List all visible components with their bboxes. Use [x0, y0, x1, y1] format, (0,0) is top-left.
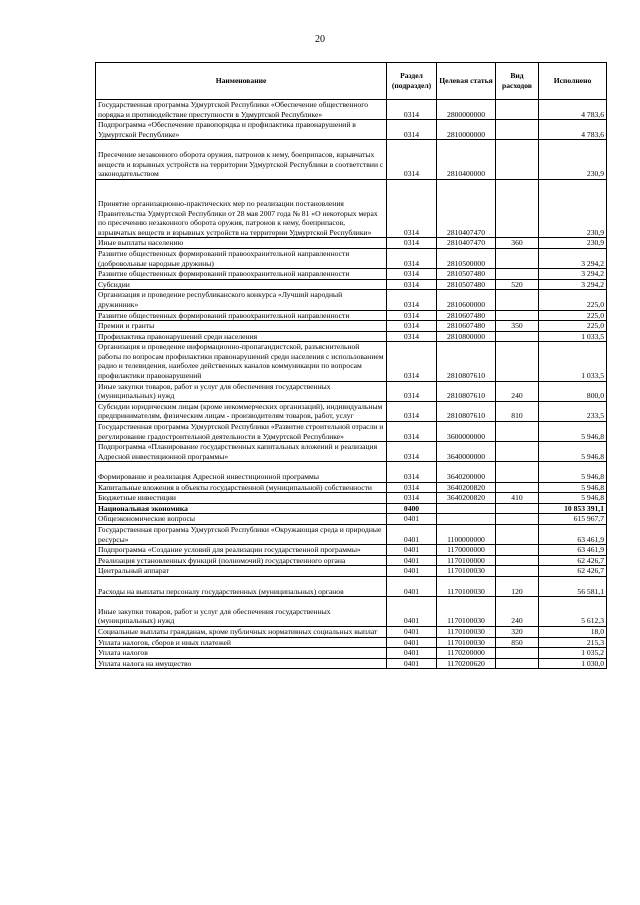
cell-article: 2810507480 [437, 279, 496, 290]
cell-name: Профилактика правонарушений среди населения [96, 331, 387, 342]
table-body [96, 100, 607, 669]
cell-amount: 10 853 391,1 [539, 503, 607, 514]
table-row [96, 493, 607, 504]
cell-amount: 5 946,8 [539, 462, 607, 482]
cell-kind [496, 248, 539, 268]
cell-section: 0401 [387, 545, 437, 556]
cell-kind [496, 179, 539, 238]
cell-article: 2810400000 [437, 140, 496, 179]
cell-article: 2810600000 [437, 290, 496, 310]
table-row [96, 100, 607, 120]
table-row [96, 482, 607, 493]
header-kind: Вид расходов [496, 63, 539, 100]
cell-kind: 240 [496, 597, 539, 627]
cell-name: Принятие организационно-практических мер по реализации постановления Правительства Удмуртской Республики от 28 мая 2007 года № 81 «О некоторых мерах по пресечению незаконного оборота оружия, патронов к нему, боеприпасов, взрывчатых веществ и взрывных устройств на территории Удмуртской Республики» [96, 179, 387, 238]
table-row [96, 290, 607, 310]
cell-amount: 62 426,7 [539, 555, 607, 566]
header-name: Наименование [96, 63, 387, 100]
cell-amount: 1 033,5 [539, 342, 607, 381]
cell-section: 0314 [387, 331, 437, 342]
cell-kind [496, 514, 539, 525]
cell-amount: 4 783,6 [539, 120, 607, 140]
cell-kind [496, 566, 539, 577]
table-row [96, 310, 607, 321]
cell-amount: 233,5 [539, 401, 607, 421]
table-row [96, 342, 607, 381]
table-row [96, 524, 607, 544]
cell-kind [496, 342, 539, 381]
table-row [96, 648, 607, 659]
cell-article: 1170100030 [437, 576, 496, 596]
cell-section: 0314 [387, 100, 437, 120]
cell-name: Подпрограмма «Создание условий для реализации государственной программы» [96, 545, 387, 556]
cell-kind [496, 269, 539, 280]
cell-name: Иные закупки товаров, работ и услуг для обеспечения государственных (муниципальных) нужд [96, 597, 387, 627]
cell-amount: 230,9 [539, 238, 607, 249]
cell-name: Уплата налогов, сборов и иных платежей [96, 637, 387, 648]
table-row [96, 269, 607, 280]
cell-section: 0314 [387, 442, 437, 462]
cell-name: Организация и проведение республиканского конкурса «Лучший народный дружинник» [96, 290, 387, 310]
cell-amount: 615 967,7 [539, 514, 607, 525]
cell-amount: 3 294,2 [539, 248, 607, 268]
table-row [96, 120, 607, 140]
cell-amount: 5 612,3 [539, 597, 607, 627]
cell-kind: 850 [496, 637, 539, 648]
cell-article [437, 503, 496, 514]
cell-section: 0401 [387, 637, 437, 648]
cell-section: 0314 [387, 482, 437, 493]
table-row [96, 179, 607, 238]
cell-amount: 215,3 [539, 637, 607, 648]
table-header-row [96, 63, 607, 100]
cell-amount: 800,0 [539, 381, 607, 401]
cell-section: 0314 [387, 290, 437, 310]
table-row [96, 566, 607, 577]
cell-name: Уплата налогов [96, 648, 387, 659]
table-row [96, 545, 607, 556]
cell-article: 1170100030 [437, 597, 496, 627]
cell-section: 0314 [387, 179, 437, 238]
cell-amount: 56 581,1 [539, 576, 607, 596]
cell-article: 2810507480 [437, 269, 496, 280]
cell-name: Подпрограмма «Обеспечение правопорядка и профилактика правонарушений в Удмуртской Республике» [96, 120, 387, 140]
table-row [96, 658, 607, 669]
cell-kind [496, 310, 539, 321]
cell-kind [496, 482, 539, 493]
cell-section: 0314 [387, 248, 437, 268]
cell-section: 0314 [387, 120, 437, 140]
cell-kind: 520 [496, 279, 539, 290]
table-row [96, 401, 607, 421]
cell-name: Бюджетные инвестиции [96, 493, 387, 504]
cell-amount: 1 035,2 [539, 648, 607, 659]
table-row [96, 555, 607, 566]
header-article: Целевая статья [437, 63, 496, 100]
cell-kind [496, 140, 539, 179]
cell-amount: 1 033,5 [539, 331, 607, 342]
cell-article: 2810807610 [437, 342, 496, 381]
cell-article: 2810807610 [437, 401, 496, 421]
cell-name: Пресечение незаконного оборота оружия, патронов к нему, боеприпасов, взрывчатых веществ и взрывных устройств на территории Удмуртской Республики в соответствии с законодательством [96, 140, 387, 179]
cell-article: 3640200000 [437, 462, 496, 482]
cell-section: 0314 [387, 462, 437, 482]
table-row [96, 279, 607, 290]
table-row [96, 248, 607, 268]
cell-kind [496, 100, 539, 120]
cell-kind [496, 290, 539, 310]
table-row [96, 442, 607, 462]
cell-name: Формирование и реализация Адресной инвестиционной программы [96, 462, 387, 482]
cell-kind: 320 [496, 626, 539, 637]
cell-amount: 1 030,0 [539, 658, 607, 669]
cell-amount: 4 783,6 [539, 100, 607, 120]
cell-name: Иные закупки товаров, работ и услуг для обеспечения государственных (муниципальных) нужд [96, 381, 387, 401]
header-amount: Исполнено [539, 63, 607, 100]
cell-section: 0314 [387, 269, 437, 280]
cell-kind [496, 648, 539, 659]
cell-article: 2800000000 [437, 100, 496, 120]
cell-name: Государственная программа Удмуртской Республики «Развитие строительной отрасли и регулирование градостроительной деятельности в Удмуртской Республике» [96, 422, 387, 442]
cell-section: 0314 [387, 342, 437, 381]
cell-name: Социальные выплаты гражданам, кроме публичных нормативных социальных выплат [96, 626, 387, 637]
cell-section: 0314 [387, 493, 437, 504]
cell-name: Организация и проведение информационно-пропагандистской, разъяснительной работы по вопросам профилактики правонарушений среди населения с использованием радио и телевидения, наиболее действенных каналов коммуникации по вопросам профилактики правонарушений [96, 342, 387, 381]
cell-section: 0314 [387, 381, 437, 401]
cell-article: 1100000000 [437, 524, 496, 544]
cell-name: Развитие общественных формирований правоохранительной направленности (добровольные народные дружины) [96, 248, 387, 268]
cell-section: 0314 [387, 238, 437, 249]
cell-amount: 5 946,8 [539, 442, 607, 462]
cell-amount: 5 946,8 [539, 422, 607, 442]
cell-kind: 350 [496, 321, 539, 332]
cell-kind: 120 [496, 576, 539, 596]
cell-name: Развитие общественных формирований правоохранительной направленности [96, 269, 387, 280]
cell-amount: 3 294,2 [539, 279, 607, 290]
cell-article: 1170000000 [437, 545, 496, 556]
cell-kind: 240 [496, 381, 539, 401]
cell-kind [496, 462, 539, 482]
cell-section: 0401 [387, 566, 437, 577]
cell-name: Общеэкономические вопросы [96, 514, 387, 525]
cell-amount: 5 946,8 [539, 482, 607, 493]
cell-kind: 360 [496, 238, 539, 249]
cell-kind: 410 [496, 493, 539, 504]
cell-amount: 5 946,8 [539, 493, 607, 504]
cell-name: Национальная экономика [96, 503, 387, 514]
cell-article: 1170200620 [437, 658, 496, 669]
cell-kind: 810 [496, 401, 539, 421]
cell-name: Центральный аппарат [96, 566, 387, 577]
cell-amount: 230,9 [539, 140, 607, 179]
cell-section: 0314 [387, 422, 437, 442]
cell-article: 3640200820 [437, 493, 496, 504]
cell-name: Премии и гранты [96, 321, 387, 332]
cell-article: 2810407470 [437, 238, 496, 249]
cell-kind [496, 658, 539, 669]
cell-article: 3640200820 [437, 482, 496, 493]
table-row [96, 238, 607, 249]
cell-name: Субсидии [96, 279, 387, 290]
cell-kind [496, 331, 539, 342]
cell-article: 1170100030 [437, 637, 496, 648]
cell-amount: 62 426,7 [539, 566, 607, 577]
cell-article: 1170100000 [437, 555, 496, 566]
cell-section: 0401 [387, 514, 437, 525]
cell-section: 0314 [387, 401, 437, 421]
table-row [96, 514, 607, 525]
cell-section: 0401 [387, 576, 437, 596]
table-row [96, 503, 607, 514]
cell-article: 1170100030 [437, 566, 496, 577]
table-row [96, 331, 607, 342]
cell-name: Уплата налога на имущество [96, 658, 387, 669]
cell-kind [496, 120, 539, 140]
header-section: Раздел (подраздел) [387, 63, 437, 100]
cell-kind [496, 545, 539, 556]
cell-name: Развитие общественных формирований правоохранительной направленности [96, 310, 387, 321]
table-row [96, 637, 607, 648]
page-number: 20 [315, 34, 325, 45]
cell-section: 0401 [387, 658, 437, 669]
cell-amount: 225,0 [539, 290, 607, 310]
table-row [96, 597, 607, 627]
cell-article: 2810607480 [437, 321, 496, 332]
cell-name: Капитальные вложения в объекты государственной (муниципальной) собственности [96, 482, 387, 493]
cell-name: Расходы на выплаты персоналу государственных (муниципальных) органов [96, 576, 387, 596]
cell-section: 0314 [387, 140, 437, 179]
cell-kind [496, 442, 539, 462]
cell-article: 2810607480 [437, 310, 496, 321]
cell-name: Государственная программа Удмуртской Республики «Обеспечение общественного порядка и противодействие преступности в Удмуртской Республике» [96, 100, 387, 120]
cell-amount: 63 461,9 [539, 524, 607, 544]
cell-kind [496, 422, 539, 442]
cell-amount: 230,9 [539, 179, 607, 238]
budget-table [95, 62, 607, 669]
cell-amount: 225,0 [539, 321, 607, 332]
cell-article [437, 514, 496, 525]
cell-section: 0314 [387, 310, 437, 321]
cell-section: 0401 [387, 626, 437, 637]
table-row [96, 462, 607, 482]
cell-section: 0314 [387, 279, 437, 290]
table-row [96, 576, 607, 596]
cell-article: 2810807610 [437, 381, 496, 401]
cell-amount: 63 461,9 [539, 545, 607, 556]
cell-article: 2810407470 [437, 179, 496, 238]
cell-section: 0401 [387, 524, 437, 544]
cell-name: Подпрограмма «Планирование государственных капитальных вложений и реализация Адресной инвестиционной программы» [96, 442, 387, 462]
cell-kind [496, 524, 539, 544]
cell-kind [496, 503, 539, 514]
cell-article: 3600000000 [437, 422, 496, 442]
cell-article: 2810000000 [437, 120, 496, 140]
cell-amount: 18,0 [539, 626, 607, 637]
cell-section: 0401 [387, 648, 437, 659]
cell-section: 0314 [387, 321, 437, 332]
cell-name: Иные выплаты населению [96, 238, 387, 249]
cell-name: Государственная программа Удмуртской Республики «Окружающая среда и природные ресурсы» [96, 524, 387, 544]
table-row [96, 422, 607, 442]
cell-article: 3640000000 [437, 442, 496, 462]
cell-article: 2810500000 [437, 248, 496, 268]
cell-article: 2810800000 [437, 331, 496, 342]
cell-article: 1170200000 [437, 648, 496, 659]
cell-kind [496, 555, 539, 566]
cell-section: 0401 [387, 597, 437, 627]
cell-amount: 225,0 [539, 310, 607, 321]
table-row [96, 381, 607, 401]
table-row [96, 140, 607, 179]
table-row [96, 626, 607, 637]
cell-name: Реализация установленных функций (полномочий) государственного органа [96, 555, 387, 566]
cell-amount: 3 294,2 [539, 269, 607, 280]
cell-name: Субсидии юридическим лицам (кроме некоммерческих организаций), индивидуальным предпринимателям, физическим лицам - производителям товаров, работ, услуг [96, 401, 387, 421]
cell-article: 1170100030 [437, 626, 496, 637]
cell-section: 0400 [387, 503, 437, 514]
cell-section: 0401 [387, 555, 437, 566]
table-row [96, 321, 607, 332]
